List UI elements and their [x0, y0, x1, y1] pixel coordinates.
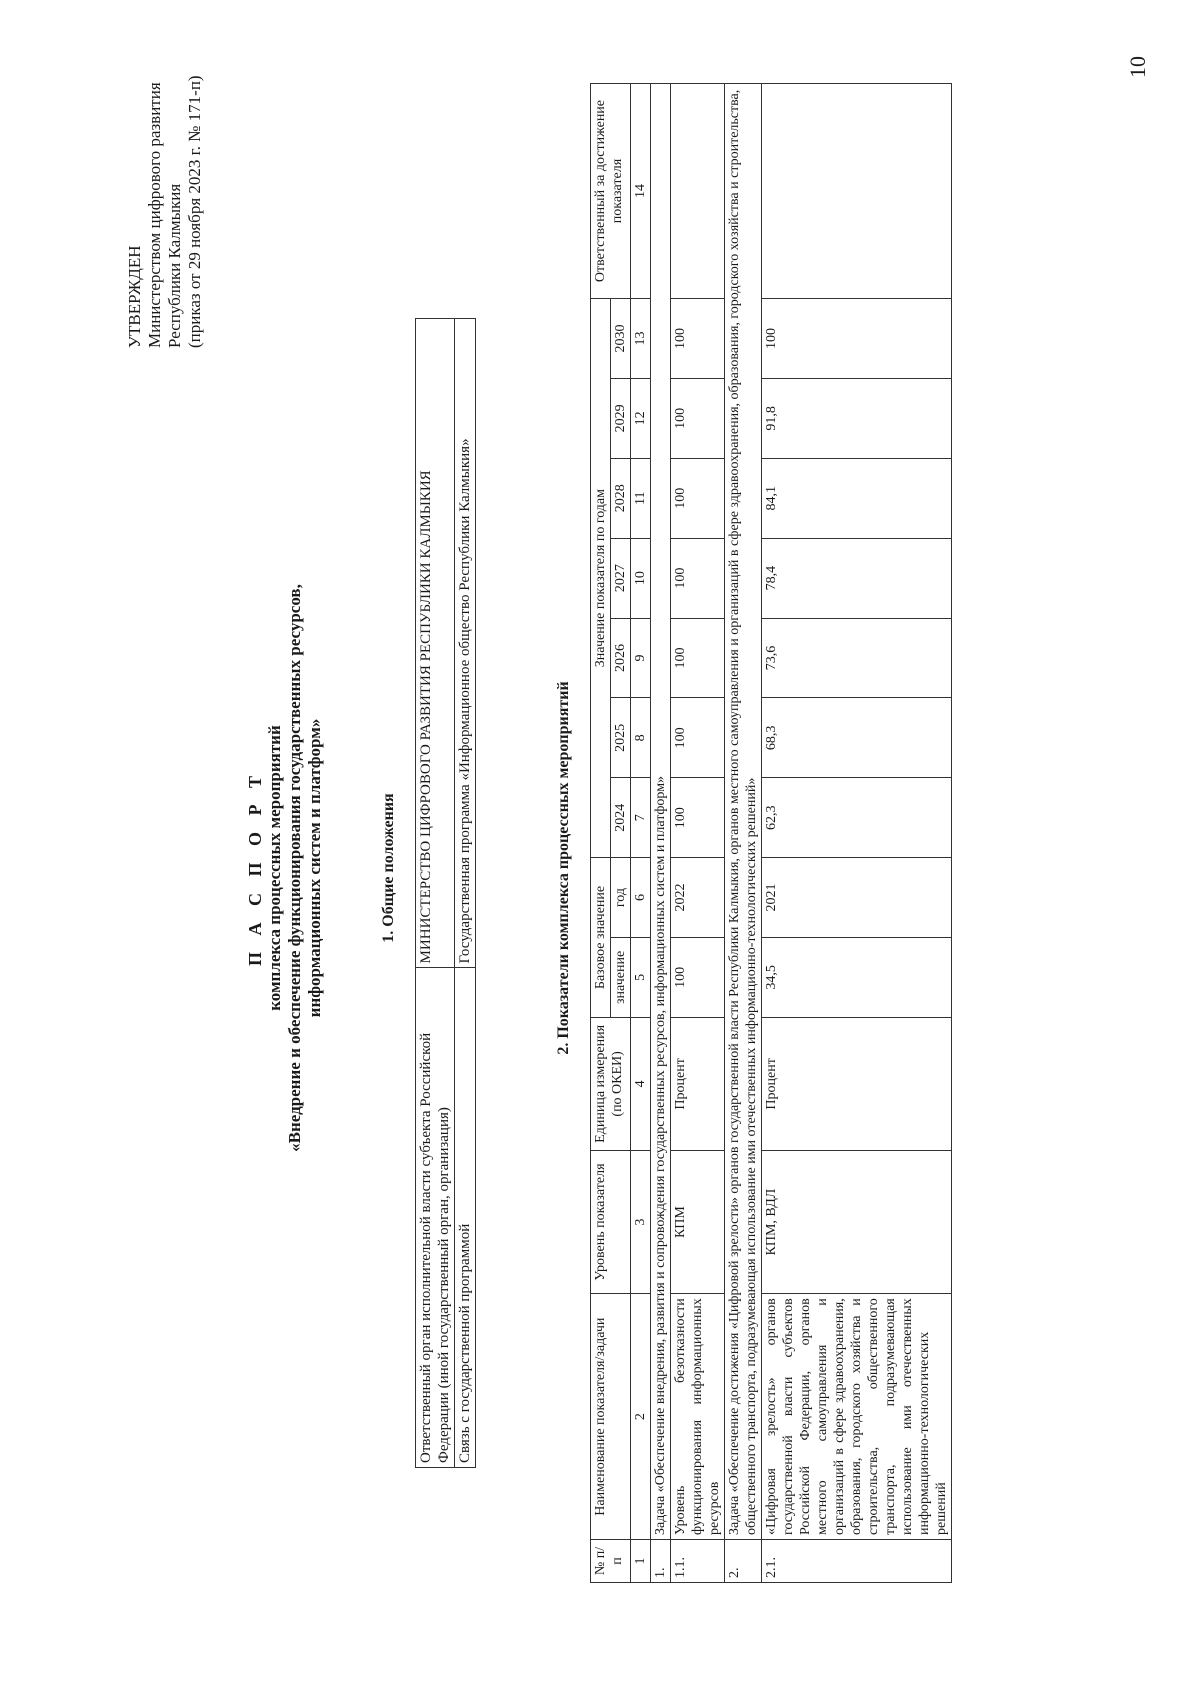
column-number: 11 — [631, 458, 651, 538]
table-cell: МИНИСТЕРСТВО ЦИФРОВОГО РАЗВИТИЯ РЕСПУБЛИКИ КАЛМЫКИЯ — [416, 319, 455, 968]
column-header: Уровень показателя — [591, 1150, 631, 1293]
year-value: 100 — [762, 299, 952, 379]
indicator-level: КПМ, ВДЛ — [762, 1150, 952, 1293]
year-value: 100 — [671, 698, 725, 778]
task-row — [725, 84, 762, 1583]
title-line: информационных систем и платформ» — [305, 718, 324, 1018]
column-header: 2029 — [611, 378, 631, 458]
column-header: Значение показателя по годам — [591, 299, 611, 858]
column-number-row — [631, 84, 651, 1583]
base-year: 2022 — [671, 858, 725, 938]
task-text: Задача «Обеспечение достижения «Цифровой зрелости» органов государственной власти Республики Калмыкия, органов местного самоуправления и организаций в сфере здравоохранения, образования, городского хозяйства и строительства, общественного транспорта, подразумевающая использование ими отечественных информационно-технологических решений» — [725, 84, 762, 1540]
approval-stamp — [125, 75, 205, 348]
year-value: 73,6 — [762, 618, 952, 698]
table-cell: Государственная программа «Информационное общество Республики Калмыкия» — [455, 319, 476, 968]
table-cell: Ответственный орган исполнительной власти субъекта Российской Федерации (иной государственный орган, организация) — [416, 968, 455, 1468]
approval-line: УТВЕРЖДЕН — [125, 245, 144, 348]
table-row — [671, 84, 725, 1583]
indicator-level: КПМ — [671, 1150, 725, 1293]
year-value: 68,3 — [762, 698, 952, 778]
task-row — [651, 84, 671, 1583]
column-number: 13 — [631, 299, 651, 379]
document-title — [245, 418, 325, 1318]
year-value: 100 — [671, 458, 725, 538]
table-row — [416, 319, 455, 1468]
column-number: 7 — [631, 778, 651, 858]
column-header: 2026 — [611, 618, 631, 698]
title-heading: П А С П О Р Т — [245, 770, 265, 967]
column-number: 14 — [631, 84, 651, 299]
year-value: 100 — [671, 778, 725, 858]
page-number: 10 — [1125, 56, 1150, 78]
column-header: 2030 — [611, 299, 631, 379]
row-number: 1.1. — [671, 1540, 725, 1583]
year-value: 100 — [671, 378, 725, 458]
year-value: 62,3 — [762, 778, 952, 858]
table-header-row — [591, 84, 611, 1583]
column-header: 2025 — [611, 698, 631, 778]
task-number: 2. — [725, 1540, 762, 1583]
row-number: 2.1. — [762, 1540, 952, 1583]
table-cell: Связь с государственной программой — [455, 968, 476, 1468]
indicator-unit: Процент — [671, 1017, 725, 1150]
general-provisions-table — [415, 318, 476, 1468]
column-header: значение — [611, 937, 631, 1017]
column-header: 2028 — [611, 458, 631, 538]
year-value: 100 — [671, 299, 725, 379]
column-number: 12 — [631, 378, 651, 458]
column-header: Наименование показателя/задачи — [591, 1294, 631, 1540]
year-value: 84,1 — [762, 458, 952, 538]
approval-line: (приказ от 29 ноября 2023 г. № 171-п) — [185, 75, 204, 348]
title-line: «Внедрение и обеспечение функционирования государственных ресурсов, — [285, 584, 304, 1152]
year-value: 78,4 — [762, 538, 952, 618]
task-number: 1. — [651, 1540, 671, 1583]
section-heading: 1. Общие положения — [380, 793, 397, 943]
year-value: 91,8 — [762, 378, 952, 458]
column-header: Базовое значение — [591, 858, 611, 1018]
indicator-name: Уровень безотказности функционирования информационных ресурсов — [671, 1294, 725, 1540]
column-number: 1 — [631, 1540, 651, 1583]
column-number: 8 — [631, 698, 651, 778]
column-header: № п/п — [591, 1540, 631, 1583]
responsible-cell — [762, 84, 952, 299]
task-text: Задача «Обеспечение внедрения, развития и сопровождения государственных ресурсов, информационных систем и платформ» — [651, 84, 671, 1540]
indicators-table — [590, 83, 952, 1583]
section-heading: 2. Показатели комплекса процессных мероприятий — [555, 681, 572, 1055]
column-header: Ответственный за достижение показателя — [591, 84, 631, 299]
table-row — [762, 84, 952, 1583]
table-row — [455, 319, 476, 1468]
indicator-name: «Цифровая зрелость» органов государственной власти субъектов Российской Федерации, органов местного самоуправления и организаций в сфере здравоохранения, образования, городского хозяйства и строительства, общественного транспорта, подразумевающая использование ими отечественных информационно-технологических решений — [762, 1294, 952, 1540]
column-number: 2 — [631, 1294, 651, 1540]
column-header: Единица измерения (по ОКЕИ) — [591, 1017, 631, 1150]
column-header: 2027 — [611, 538, 631, 618]
column-number: 10 — [631, 538, 651, 618]
responsible-cell — [671, 84, 725, 299]
column-number: 9 — [631, 618, 651, 698]
column-number: 6 — [631, 858, 651, 938]
column-number: 3 — [631, 1150, 651, 1293]
indicator-unit: Процент — [762, 1017, 952, 1150]
year-value: 100 — [671, 618, 725, 698]
title-line: комплекса процессных мероприятий — [265, 725, 284, 1011]
approval-line: Министерством цифрового развития — [145, 82, 164, 348]
column-number: 4 — [631, 1017, 651, 1150]
base-value: 100 — [671, 937, 725, 1017]
approval-line: Республики Калмыкия — [165, 183, 184, 348]
base-value: 34,5 — [762, 937, 952, 1017]
year-value: 100 — [671, 538, 725, 618]
column-header: 2024 — [611, 778, 631, 858]
base-year: 2021 — [762, 858, 952, 938]
column-header: год — [611, 858, 631, 938]
column-number: 5 — [631, 937, 651, 1017]
